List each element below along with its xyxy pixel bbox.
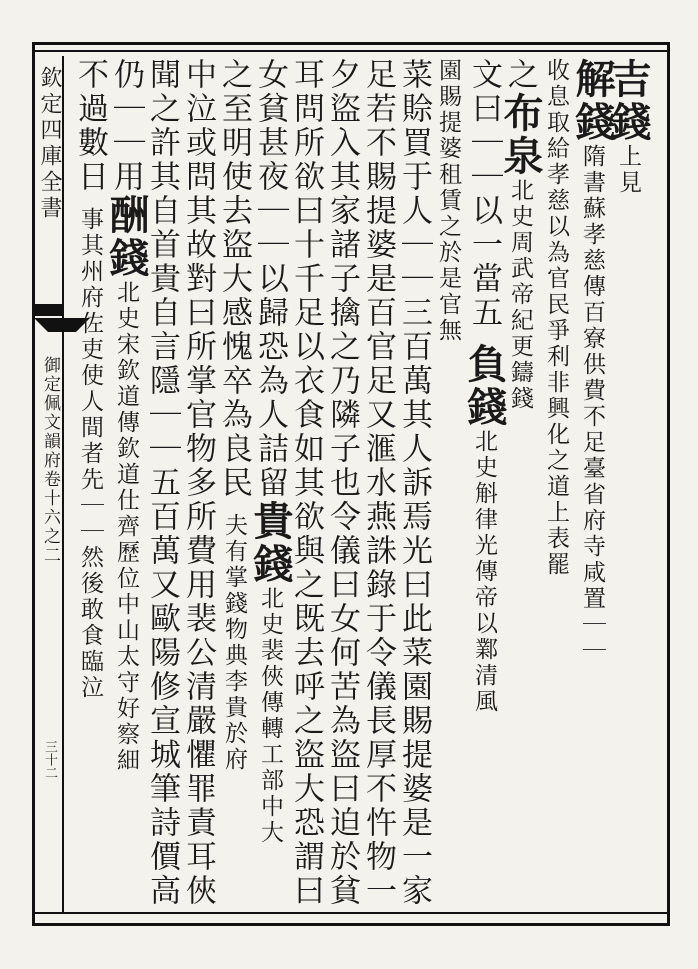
- column-text: 夕盜入其家諸子擒之乃隣子也令儀曰女何苦為盜曰迫於貧: [324, 58, 360, 908]
- column-text: 之: [502, 58, 538, 92]
- entry-heading: 布泉: [497, 92, 544, 178]
- column-text: 中泣或問其故對曰所掌官物多所費用裴公清嚴懼罪責耳俠: [180, 58, 216, 908]
- column-text: 之至明使去盜大感愧卒為良民: [216, 58, 252, 500]
- entry-heading: 貴錢: [247, 500, 294, 586]
- bottom-border-rule: [32, 912, 667, 914]
- entry-heading: 解錢: [569, 58, 616, 144]
- entry-heading: 負錢: [461, 342, 508, 429]
- top-border-rule: [32, 50, 667, 52]
- entry-heading: 酬錢: [103, 194, 150, 280]
- column-note: 北史斛律光傳帝以鄴清風: [471, 428, 497, 715]
- column-text: 事其州府佐吏使人間者先｜｜然後敢食臨泣: [77, 206, 103, 701]
- column-text: 文曰｜｜以一當五: [466, 58, 502, 330]
- column-text: 不過數日: [72, 58, 108, 194]
- column-note: 北史宋欽道傳欽道仕齊歷位中山太守好察細: [113, 280, 139, 774]
- column-text: 園賜提婆租賃之於是官無: [435, 58, 461, 344]
- column-note: 北史裴俠傳轉工部中大: [257, 586, 283, 846]
- fish-tail-mark: [34, 304, 62, 316]
- volume-title: 御定佩文韻府卷十六之二: [40, 356, 60, 565]
- page-number: 三十二: [42, 740, 57, 779]
- page-margin-column: [34, 56, 62, 912]
- column-text: 足若不賜提婆是百官足又滙水燕誅錄于令儀長厚不忤物一: [360, 58, 396, 908]
- column-text: 收息取給孝慈以為官民爭利非興化之道上表罷: [543, 58, 569, 578]
- entry-heading: 吉錢: [605, 58, 652, 144]
- column-text: 隋書蘇孝慈傳百寮供費不足臺省府寺咸置｜｜: [579, 144, 605, 664]
- column-text: 女貧甚夜｜｜以歸恐為人詰留: [252, 58, 288, 500]
- text-columns: [64, 58, 654, 910]
- column-text: 夫有掌錢物典李貴於府: [221, 512, 247, 773]
- column-text: 菜賒買于人｜｜三百萬其人訴焉光曰此菜園賜提婆是一家: [396, 58, 432, 908]
- column-note: 北史周武帝紀更鑄錢: [507, 178, 533, 412]
- column-text: 耳問所欲曰十千足以衣食如其欲與之既去呼之盜大恐謂曰: [288, 58, 324, 908]
- book-title: 欽定四庫全書: [37, 66, 62, 222]
- column-text: 仍｜｜用: [108, 58, 144, 194]
- column-text: 聞之許其自首貴自言隱｜｜五百萬又歐陽修宣城筆詩價高: [144, 58, 180, 908]
- text-column-16: [64, 58, 116, 910]
- column-text: 上見: [615, 144, 641, 196]
